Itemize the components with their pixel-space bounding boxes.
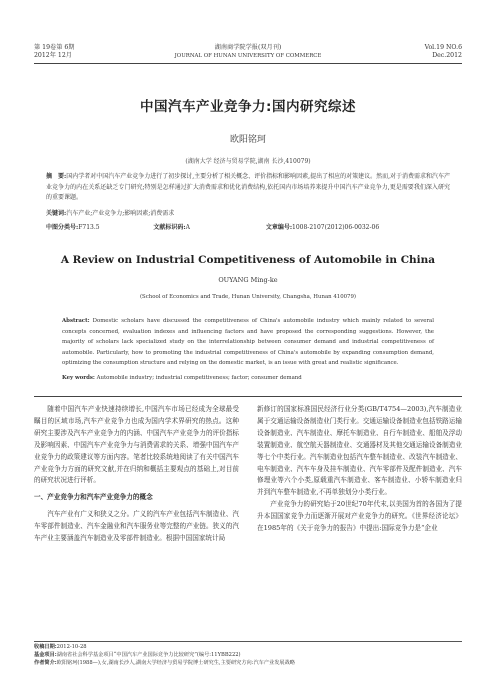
fund-label: 基金项目: — [34, 651, 57, 658]
keywords-en-label: Key words: — [62, 375, 95, 381]
author-bio-label: 作者简介: — [34, 659, 57, 666]
body-paragraph: 随着中国汽车产业快速持续增长,中国汽车市场已经成为全球最受瞩目的区域市场,汽车产业竞争力也成为国内学术界研究的热点。这种研究主要涉及汽车产业竞争力的内涵、中国汽车产业竞争力的评价指标及影响因素、中国汽车产业竞争力与消费需求的关系、增强中国汽车产业竞争力的政策建议等方面内容。笔者比较系统地阅读了有关中国汽车产业竞争力方面的研究文献,并在归纳和概括主要观点的基础上,对目前的研究状况进行评析。 — [34, 405, 239, 485]
keywords-cn-text: 汽车产业;产业竞争力;影响因素;消费需求 — [66, 210, 175, 217]
footnotes — [34, 644, 462, 667]
article-no-value: 1008-2107(2012)06-0032-06 — [292, 224, 380, 231]
affiliation-cn: (湖南大学 经济与贸易学院,湖南 长沙,410079) — [185, 158, 311, 165]
header-rule — [34, 63, 462, 64]
doc-code-value: A — [185, 224, 190, 231]
header-date-en: Dec.2012 — [432, 52, 462, 59]
clc-value: F713.5 — [78, 224, 100, 231]
author-en: OUYANG Ming-ke — [218, 276, 278, 284]
header-right — [425, 44, 462, 60]
meta-cn — [46, 222, 450, 231]
received-date: 2012-10-28 — [56, 644, 87, 650]
keywords-cn-label: 关键词: — [46, 210, 67, 217]
keywords-en — [62, 373, 434, 384]
body-right-column — [257, 404, 462, 535]
fund-note — [34, 652, 462, 660]
clc-label: 中图分类号: — [46, 224, 79, 231]
header-date: 2012年 12月 — [34, 52, 72, 59]
title-en: A Review on Industrial Competitiveness of Automobile in China — [60, 254, 436, 266]
article-no-label: 文章编号: — [265, 224, 293, 231]
doc-code-label: 文献标识码: — [153, 224, 186, 231]
fund-text: 湖南省社会科学基金项目“中国汽车产业国际竞争力比较研究”(编号:11YBB222) — [56, 651, 241, 658]
body-paragraph: 汽车产业有广义和狭义之分。广义的汽车产业包括汽车制造业、汽车零部件制造业、汽车金融业和汽车服务业等完整的产业链。狭义的汽车产业主要涵盖汽车制造业及零部件制造业。根据中国国家统计局 — [34, 510, 239, 543]
author-cn: 欧阳铭珂 — [229, 135, 266, 145]
journal-name-en: JOURNAL OF HUNAN UNIVERSITY OF COMMERCE — [174, 53, 322, 59]
header-volume: 第 19卷第 6期 — [34, 44, 75, 51]
abstract-en — [62, 316, 434, 369]
abstract-cn-text: 国内学者对中国汽车产业竞争力进行了初步探讨,主要分析了相关概念、评价指标和影响因素,提出了相应的对策建议。然而,对于消费需求和汽车产业竞争力的内在关系还缺乏专门研究;特别是怎样通过扩大消费需求和优化消费结构,依托国内市场培养来提升中国汽车产业竞争力,更是需要我们深入研究的重要课题。 — [46, 173, 450, 201]
body-paragraph: 产业竞争力的研究始于20世纪70年代末,以美国为首的各国为了提升本国国家竞争力而逐渐开展对产业竞争力的研究。《世界经济论坛》在1985年的《关于竞争力的报告》中提出:国际竞争力是“企业 — [257, 500, 462, 533]
header-center — [0, 44, 496, 60]
title-cn: 中国汽车产业竞争力:国内研究综述 — [140, 99, 356, 115]
journal-name-cn: 湖南商学院学报(双月刊) — [214, 44, 282, 51]
header-volume-en: Vol.19 NO.6 — [424, 44, 462, 51]
author-bio-text: 欧阳铭珂(1988—),女,湖南长沙人,湖南大学经济与贸易学院博士研究生,主要研究方向:汽车产业发展战略 — [56, 659, 295, 666]
section-heading: 一、产业竞争力和汽车产业竞争力的概念 — [34, 493, 153, 502]
body-paragraph: 新修订的国家标准国民经济行业分类(GB/T4754—2003),汽车制造业属于交通运输设备制造业门类行业。交通运输设备制造业包括铁路运输设备制造业、汽车制造业、摩托车制造业、自行车制造业、船舶及浮动装置制造业、航空航天器制造业、交通器材及其他交通运输设备制造业等七个中类行业。汽车制造业包括汽车整车制造业、改装汽车制造业、电车制造业、汽车车身及挂车制造业、汽车零部件及配件制造业、汽车修理业等六个小类,原载重汽车制造业、客车制造业、小轿车制造业归并到汽车整车制造业,不再单独划分小类行业。 — [257, 405, 462, 497]
keywords-en-text: Automobile industry; industrial competitiveness; factor; consumer demand — [96, 375, 302, 381]
received-note — [34, 644, 462, 652]
author-note — [34, 660, 462, 668]
affiliation-en: (School of Economics and Trade, Hunan University, Changsha, Hunan 410079) — [139, 294, 357, 300]
keywords-cn — [46, 209, 450, 220]
abstract-cn-label: 摘 要: — [46, 173, 67, 180]
abstract-en-text: Domestic scholars have discussed the competitiveness of China's automobile industry which mainly related to several concepts concerned, evaluation indexes and influencing factors and have proposed the corresponding suggestions. However, the majority of scholars lack specialized study on the interrelationship between consumer demand and industrial competitiveness of automobile. Particularly, how to promoting the industrial competitiveness of China's automobile by expanding consumption demand, optimizing the consumption structure and relying on the domestic market, is an issue with great and realistic significance. — [62, 318, 434, 367]
received-label: 收稿日期: — [34, 644, 57, 650]
body-left-column — [34, 404, 239, 545]
abstract-en-label: Abstract: — [62, 318, 90, 324]
footnote-rule — [34, 641, 462, 642]
abstract-rule — [34, 396, 462, 397]
abstract-cn — [46, 172, 450, 204]
